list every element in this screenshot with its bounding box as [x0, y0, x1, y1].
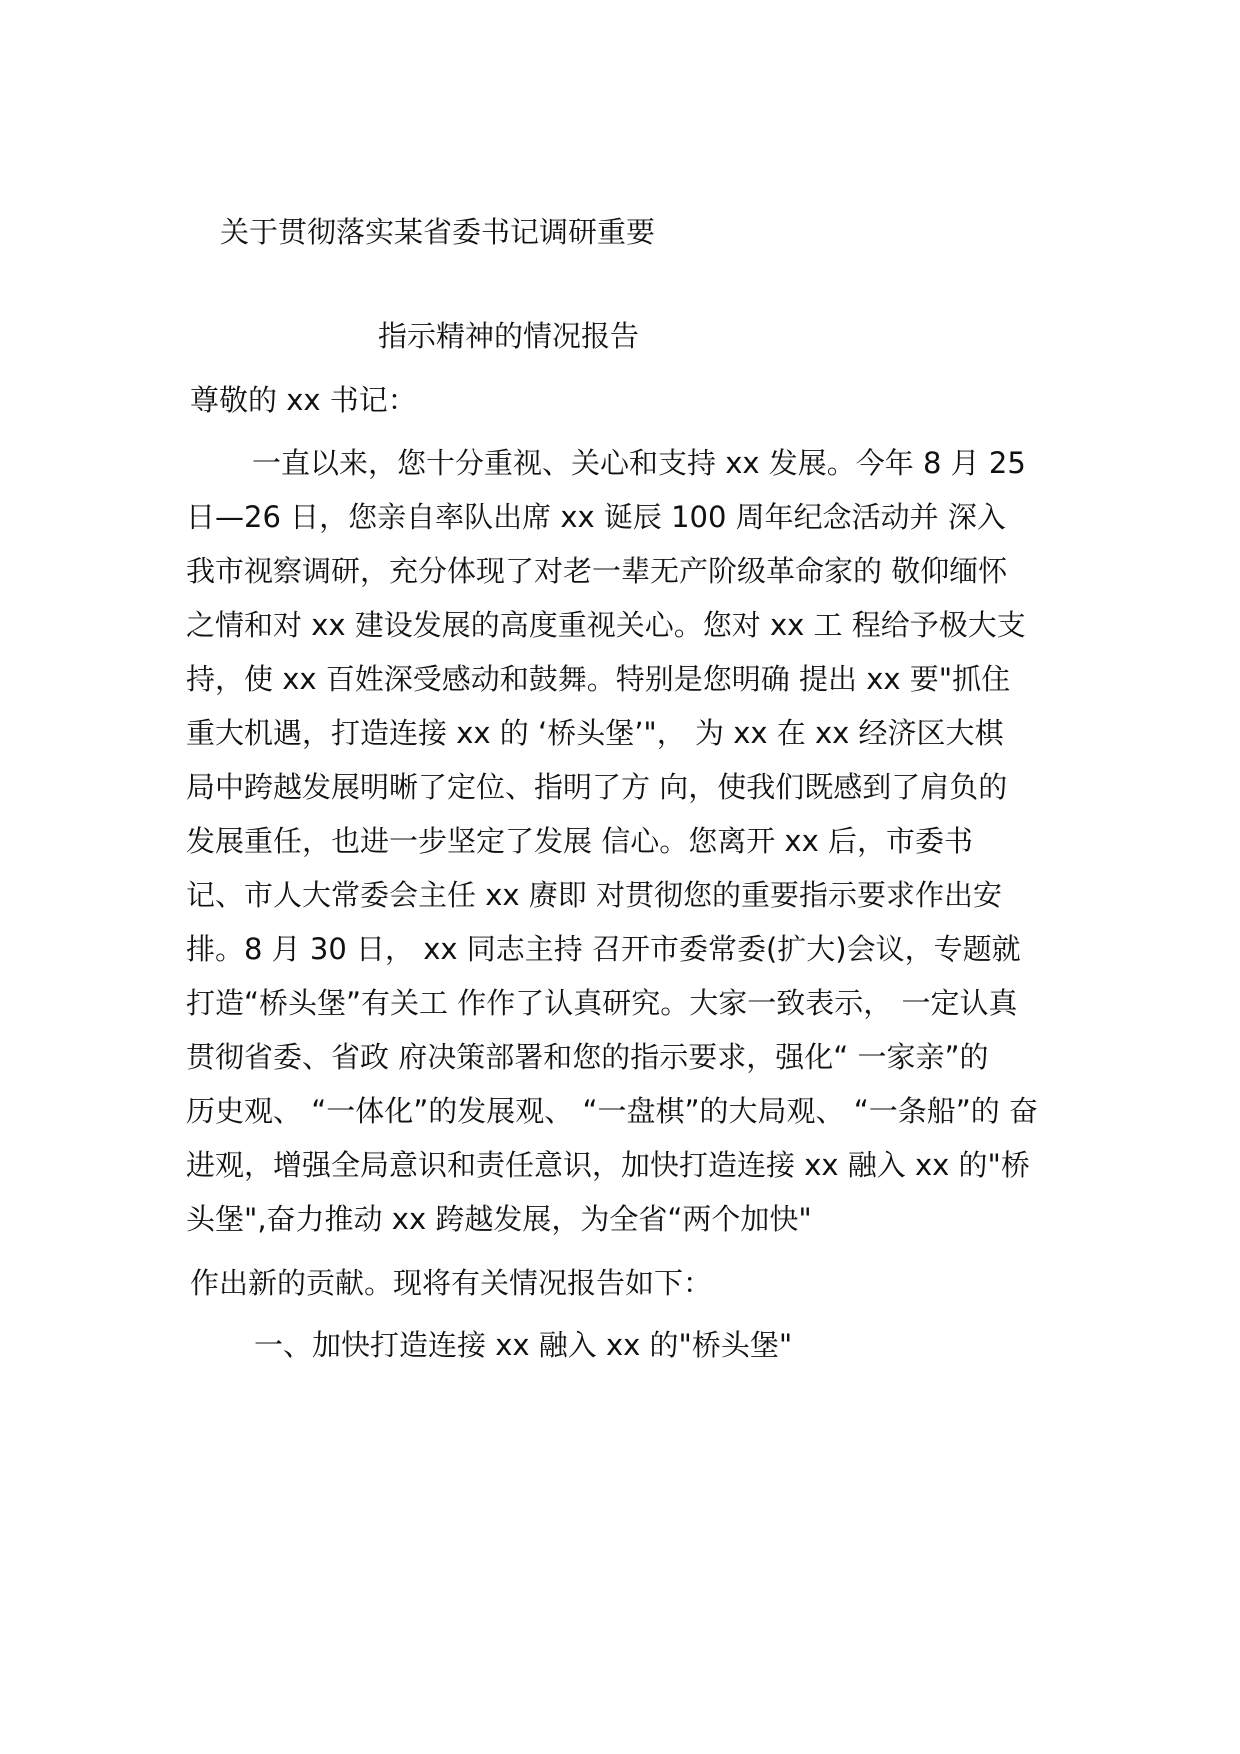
body-line: 进观，增强全局意识和责任意识，加快打造连接 xx 融入 xx 的"桥 [186, 1148, 1030, 1182]
body-line: 我市视察调研，充分体现了对老一辈无产阶级革命家的 敬仰缅怀 [186, 554, 1008, 588]
body-line: 一直以来，您十分重视、关心和支持 xx 发展。今年 8 月 25 [252, 446, 1026, 480]
body-line: 排。8 月 30 日， xx 同志主持 召开市委常委(扩大)会议，专题就 [186, 932, 1021, 966]
body-line: 历史观、 “一体化”的发展观、 “一盘棋”的大局观、 “一条船”的 奋 [186, 1094, 1039, 1128]
body-line: 局中跨越发展明晰了定位、指明了方 向，使我们既感到了肩负的 [186, 770, 1008, 804]
body-line: 头堡",奋力推动 xx 跨越发展，为全省“两个加快" [186, 1202, 812, 1236]
document-title-line-1: 关于贯彻落实某省委书记调研重要 [220, 215, 656, 249]
document-title-line-2: 指示精神的情况报告 [378, 319, 640, 353]
body-line: 贯彻省委、省政 府决策部署和您的指示要求，强化“ 一家亲”的 [186, 1040, 989, 1074]
body-line: 日—26 日，您亲自率队出席 xx 诞辰 100 周年纪念活动并 深入 [186, 500, 1006, 534]
body-line: 记、市人大常委会主任 xx 赓即 对贯彻您的重要指示要求作出安 [186, 878, 1002, 912]
body-line: 之情和对 xx 建设发展的高度重视关心。您对 xx 工 程给予极大支 [186, 608, 1026, 642]
closing-line: 作出新的贡献。现将有关情况报告如下： [190, 1266, 713, 1300]
body-paragraph [186, 436, 1066, 1246]
body-line: 打造“桥头堡”有关工 作作了认真研究。大家一致表示， 一定认真 [186, 986, 1018, 1020]
body-line: 发展重任，也进一步坚定了发展 信心。您离开 xx 后，市委书 [186, 824, 973, 858]
body-line: 持，使 xx 百姓深受感动和鼓舞。特别是您明确 提出 xx 要"抓住 [186, 662, 1011, 696]
section-heading: 一、加快打造连接 xx 融入 xx 的"桥头堡" [254, 1328, 793, 1362]
body-line: 重大机遇，打造连接 xx 的 ‘桥头堡’"， 为 xx 在 xx 经济区大棋 [186, 716, 1004, 750]
salutation: 尊敬的 xx 书记： [190, 383, 417, 417]
